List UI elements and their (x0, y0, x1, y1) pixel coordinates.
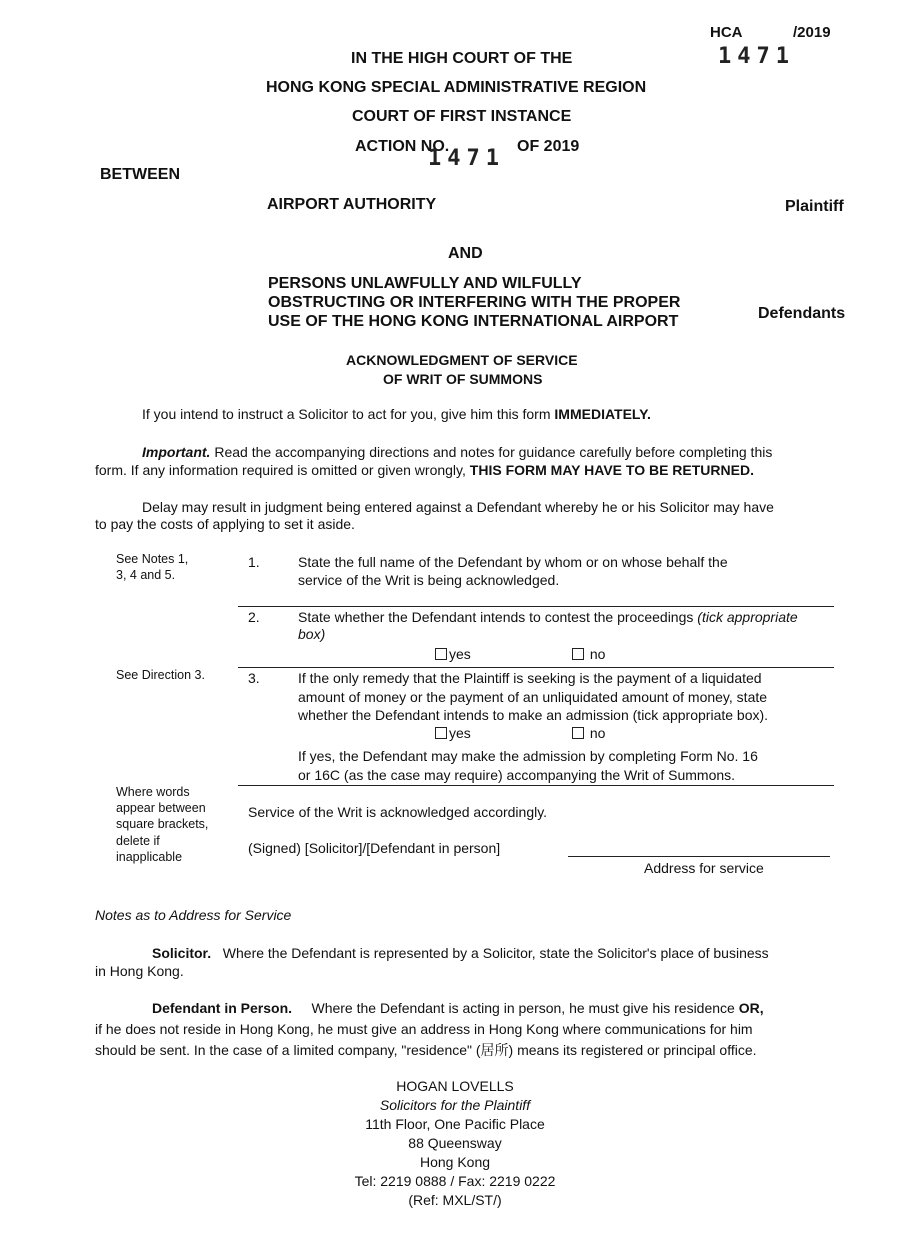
item-2-no-option[interactable] (572, 646, 605, 662)
intro-p2-text: Read the accompanying directions and notes for guidance carefully before completing this (210, 444, 773, 460)
side-note-1-line-1: See Notes 1, (116, 552, 189, 566)
intro-p2-bold: THIS FORM MAY HAVE TO BE RETURNED. (469, 462, 754, 478)
case-prefix: HCA (710, 24, 743, 41)
defendant-in-person-label: Defendant in Person. (152, 1000, 293, 1016)
side-note-brackets-line-4: delete if (116, 833, 160, 848)
intro-paragraph-3-line-1: Delay may result in judgment being entered against a Defendant whereby he or his Solicitor may have (142, 499, 774, 515)
firm-tel-fax: Tel: 2219 0888 / Fax: 2219 0222 (354, 1173, 556, 1189)
handwritten-case-number: 1471 (718, 44, 795, 69)
notes-heading: Notes as to Address for Service (95, 907, 292, 923)
solicitor-text: Where the Defendant is represented by a Solicitor, state the Solicitor's place of business (222, 945, 769, 961)
side-note-3: See Direction 3. (116, 668, 205, 682)
item-3-no-option[interactable] (572, 725, 605, 741)
item-1-line-1: State the full name of the Defendant by whom or on whose behalf the (298, 554, 728, 570)
firm-reference: (Ref: MXL/ST/) (408, 1192, 502, 1208)
firm-name: HOGAN LOVELLS (396, 1078, 514, 1094)
between-label: BETWEEN (100, 166, 180, 183)
item-3-if-yes-line-1: If yes, the Defendant may make the admission by completing Form No. 16 (298, 748, 758, 764)
solicitor-note-line-2: in Hong Kong. (95, 963, 184, 979)
side-note-brackets-line-1: Where words (116, 785, 190, 799)
intro-p1-text: If you intend to instruct a Solicitor to act for you, give him this form (142, 406, 555, 422)
action-label: ACTION NO. (355, 138, 450, 155)
item-2-line-1 (298, 609, 798, 625)
item-3-yes-option[interactable] (435, 725, 471, 741)
signature-line[interactable] (568, 856, 830, 857)
divider-signature (238, 785, 834, 786)
and-label: AND (448, 245, 483, 262)
divider-item-3 (238, 667, 834, 668)
item-2-yes-option[interactable] (435, 646, 471, 662)
intro-paragraph-1 (142, 406, 651, 422)
court-line-2: HONG KONG SPECIAL ADMINISTRATIVE REGION (266, 79, 647, 96)
form-title-line-1: ACKNOWLEDGMENT OF SERVICE (346, 352, 578, 368)
item-3-line-1: If the only remedy that the Plaintiff is seeking is the payment of a liquidated (298, 670, 762, 686)
handwritten-action-number: 1471 (428, 146, 505, 171)
item-2-number: 2. (248, 609, 260, 625)
solicitor-label: Solicitor. (152, 945, 212, 961)
service-acknowledged: Service of the Writ is acknowledged accordingly. (248, 804, 548, 820)
item-2-yes-label: yes (449, 646, 471, 662)
item-3-yes-checkbox[interactable] (435, 727, 447, 739)
intro-paragraph-3-line-2: to pay the costs of applying to set it aside. (95, 516, 355, 532)
divider-item-2 (238, 606, 834, 607)
form-title-line-2: OF WRIT OF SUMMONS (383, 371, 543, 387)
item-1-line-2: service of the Writ is being acknowledged. (298, 572, 560, 588)
item-2-no-label: no (589, 646, 606, 662)
item-2-italic: (tick appropriate (697, 609, 798, 625)
action-year: OF 2019 (517, 138, 580, 155)
dip-text: Where the Defendant is acting in person, he must give his residence (311, 1000, 739, 1016)
important-label: Important. (142, 444, 211, 460)
defendant-line-2: OBSTRUCTING OR INTERFERING WITH THE PROPER (268, 294, 681, 311)
item-3-line-2: amount of money or the payment of an unliquidated amount of money, state (298, 689, 768, 705)
dip-note-line-3: should be sent. In the case of a limited company, "residence" (居所) means its registered or principal office. (95, 1042, 757, 1058)
item-1-number: 1. (248, 554, 260, 570)
dip-or: OR, (738, 1000, 764, 1016)
address-for-service-label: Address for service (644, 860, 764, 876)
court-line-3: COURT OF FIRST INSTANCE (352, 108, 572, 125)
firm-address-2: 88 Queensway (408, 1135, 502, 1151)
item-3-if-yes-line-2: or 16C (as the case may require) accompanying the Writ of Summons. (298, 767, 736, 783)
item-2-no-checkbox[interactable] (572, 648, 584, 660)
item-3-no-checkbox[interactable] (572, 727, 584, 739)
item-3-no-label: no (589, 725, 606, 741)
firm-role: Solicitors for the Plaintiff (379, 1097, 531, 1113)
intro-p2-line2: form. If any information required is omitted or given wrongly, (95, 462, 470, 478)
defendant-line-1: PERSONS UNLAWFULLY AND WILFULLY (268, 275, 582, 292)
case-year: /2019 (793, 24, 831, 41)
side-note-brackets-line-3: square brackets, (116, 817, 209, 832)
side-note-brackets-line-5: inapplicable (116, 849, 183, 864)
solicitor-note-line-1 (152, 945, 769, 961)
side-note-brackets (116, 784, 208, 865)
item-2-yes-checkbox[interactable] (435, 648, 447, 660)
firm-address-1: 11th Floor, One Pacific Place (365, 1116, 545, 1132)
plaintiff-role: Plaintiff (785, 198, 844, 215)
defendant-role: Defendants (758, 305, 846, 322)
item-3-line-3: whether the Defendant intends to make an admission (tick appropriate box). (298, 707, 769, 723)
side-note-1-line-2: 3, 4 and 5. (116, 568, 176, 582)
intro-p1-bold: IMMEDIATELY. (554, 406, 651, 422)
item-2-text: State whether the Defendant intends to contest the proceedings (298, 609, 698, 625)
firm-address-3: Hong Kong (419, 1154, 491, 1170)
intro-paragraph-2-line-1 (142, 444, 772, 460)
item-3-yes-label: yes (449, 725, 471, 741)
plaintiff-name: AIRPORT AUTHORITY (267, 196, 437, 213)
signed-label: (Signed) [Solicitor]/[Defendant in person] (248, 840, 501, 856)
solicitors-block (300, 1077, 610, 1210)
dip-note-line-2: if he does not reside in Hong Kong, he must give an address in Hong Kong where communications for him (95, 1021, 753, 1037)
defendant-line-3: USE OF THE HONG KONG INTERNATIONAL AIRPORT (268, 313, 679, 330)
intro-paragraph-2-line-2 (95, 462, 754, 478)
court-line-1: IN THE HIGH COURT OF THE (351, 50, 573, 67)
item-3-number: 3. (248, 670, 260, 686)
dip-note-line-1 (152, 1000, 764, 1016)
item-2-line-2: box) (298, 626, 326, 642)
side-note-brackets-line-2: appear between (116, 801, 206, 816)
